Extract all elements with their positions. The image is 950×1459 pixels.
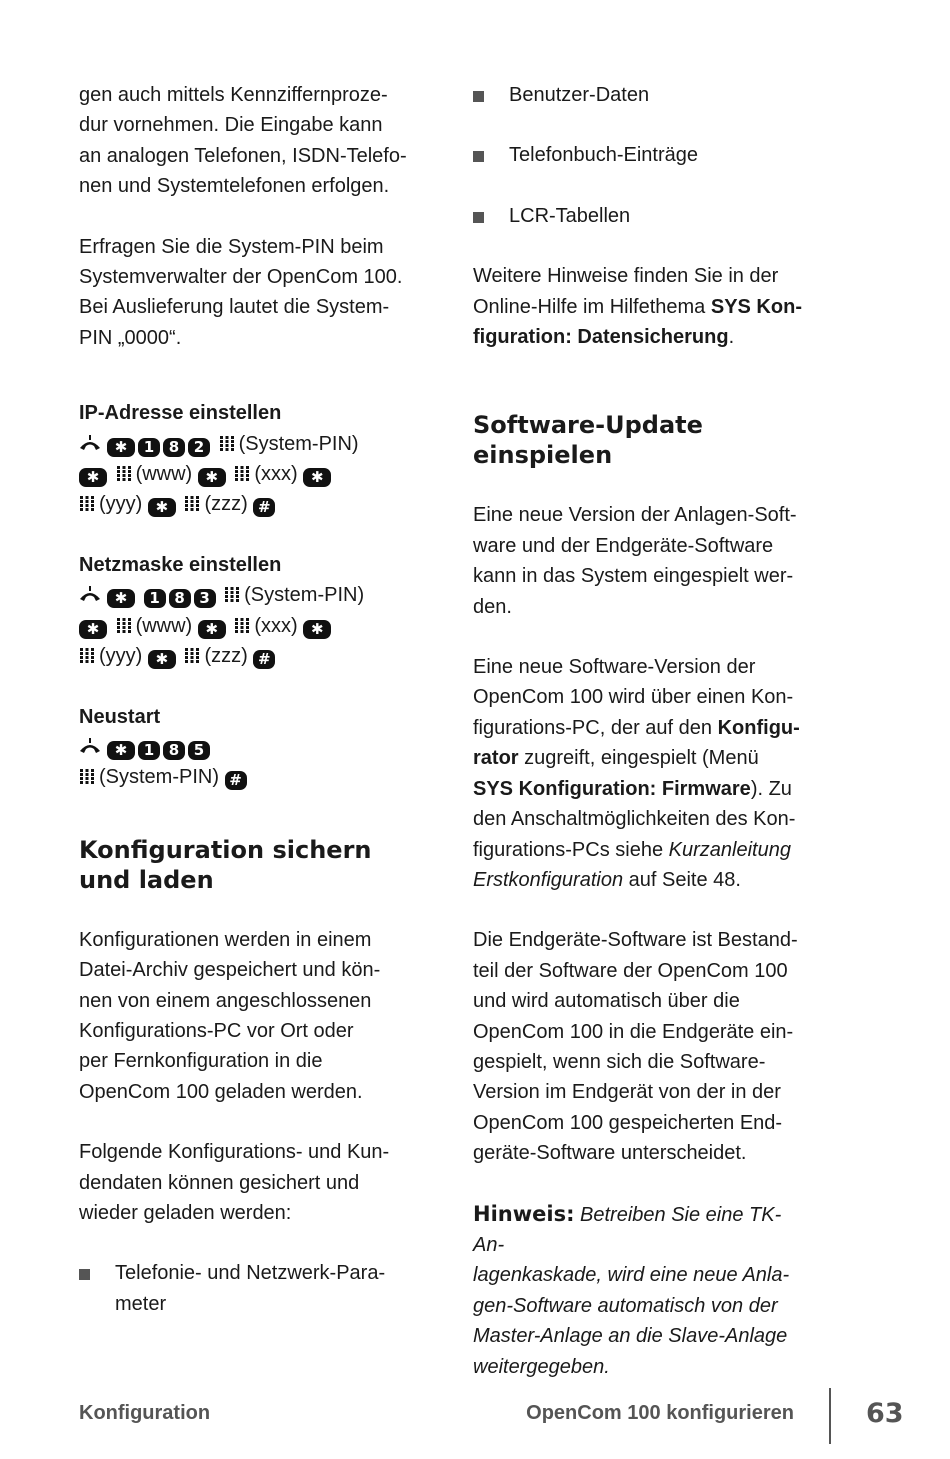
text-span: figurations-PC, der auf den: [473, 716, 718, 739]
text-line: Eine neue Version der Anlagen-Soft-: [473, 504, 797, 527]
keypad-icon: [224, 586, 240, 602]
title-line: einspielen: [473, 441, 613, 470]
digit-key: 3: [194, 589, 216, 608]
digit-key: 1: [144, 589, 166, 608]
keypad-icon: [219, 435, 235, 451]
text-line: dur vornehmen. Die Eingabe kann: [79, 114, 383, 137]
right-column: [473, 80, 808, 1412]
section-title-config-backup: [79, 835, 409, 895]
text-line: kann in das System eingespielt wer-: [473, 565, 794, 588]
list-item: [473, 201, 808, 231]
software-paragraph-2: [473, 652, 808, 895]
note-text: gen-Software automatisch von der: [473, 1294, 778, 1317]
star-key-icon: ✱: [303, 468, 331, 487]
restart-block: [79, 702, 409, 793]
bullet-square-icon: [473, 91, 484, 102]
note-paragraph: [473, 1199, 808, 1382]
text-line: OpenCom 100 gespeicherten End-: [473, 1111, 783, 1134]
text-line: Konfigurations-PC vor Ort oder: [79, 1019, 354, 1042]
digit-key: 8: [163, 741, 185, 760]
netmask-sequence-line-2: [79, 611, 409, 641]
document-reference: Kurzanleitung: [668, 838, 791, 861]
text-line: [473, 774, 808, 804]
text-line: [473, 835, 808, 865]
hash-key-icon: #: [253, 650, 275, 669]
xxx-text: (xxx): [254, 463, 298, 486]
keypad-icon: [184, 495, 200, 511]
bold-term: Konfigu-: [717, 716, 800, 739]
text-span: figurations-PCs siehe: [473, 838, 669, 861]
following-paragraph: [79, 1137, 409, 1228]
text-line: [473, 1321, 808, 1351]
list-item-text: Telefonbuch-Einträge: [509, 144, 699, 167]
system-pin-text: (System-PIN): [238, 432, 359, 455]
restart-sequence-line-1: [79, 732, 409, 762]
section-title-software-update: [473, 410, 808, 470]
software-paragraph-1: [473, 500, 808, 622]
text-line: und wird automatisch über die: [473, 990, 740, 1013]
text-line: [473, 713, 808, 743]
star-key-icon: ✱: [107, 438, 135, 457]
text-line: Erfragen Sie die System-PIN beim: [79, 235, 384, 258]
software-paragraph-3: [473, 925, 808, 1168]
text-span: .: [728, 326, 735, 349]
hint-paragraph: [473, 261, 808, 352]
star-key-icon: ✱: [198, 468, 226, 487]
page-number: 63: [866, 1398, 904, 1429]
text-line: Datei-Archiv gespeichert und kön-: [79, 959, 381, 982]
bullet-square-icon: [473, 151, 484, 162]
text-line: Bei Auslieferung lautet die System-: [79, 296, 390, 319]
pin-paragraph: [79, 232, 409, 354]
list-item: [473, 80, 808, 110]
text-line: Folgende Konfigurations- und Kun-: [79, 1141, 390, 1164]
text-line: ware und der Endgeräte-Software: [473, 534, 774, 557]
title-line: Software-Update: [473, 411, 703, 440]
ip-sequence-line-2: [79, 459, 409, 489]
text-line: teil der Software der OpenCom 100: [473, 959, 788, 982]
text-span: ). Zu: [750, 777, 792, 800]
title-line: und laden: [79, 865, 214, 894]
zzz-text: (zzz): [204, 645, 248, 668]
text-line: Systemverwalter der OpenCom 100.: [79, 266, 403, 289]
text-line: den.: [473, 595, 512, 618]
xxx-text: (xxx): [254, 614, 298, 637]
title-line: Konfiguration sichern: [79, 835, 372, 864]
digit-key: 5: [188, 741, 210, 760]
config-paragraph: [79, 925, 409, 1107]
bullet-square-icon: [79, 1269, 90, 1280]
yyy-text: (yyy): [99, 645, 143, 668]
footer-chapter: Konfiguration: [79, 1402, 211, 1424]
footer-section: OpenCom 100 konfigurieren: [526, 1402, 794, 1424]
text-line: Die Endgeräte-Software ist Bestand-: [473, 929, 798, 952]
text-line: wieder geladen werden:: [79, 1201, 292, 1224]
digit-key: 1: [138, 438, 160, 457]
star-key-icon: ✱: [303, 620, 331, 639]
text-line: an analogen Telefonen, ISDN-Telefo-: [79, 144, 407, 167]
ip-sequence-line-3: [79, 489, 409, 519]
star-key-icon: ✱: [79, 620, 107, 639]
ip-sequence-line-1: [79, 429, 409, 459]
hash-key-icon: #: [225, 771, 247, 790]
list-item: [473, 140, 808, 170]
keypad-icon: [116, 465, 132, 481]
text-line: [473, 1352, 808, 1382]
list-item-text: Benutzer-Daten: [509, 84, 650, 106]
keypad-icon: [116, 617, 132, 633]
text-line: per Fernkonfiguration in die: [79, 1050, 323, 1073]
list-item: [79, 1258, 409, 1319]
text-line: geräte-Software unterscheidet.: [473, 1142, 747, 1165]
star-key-icon: ✱: [148, 498, 176, 517]
star-key-icon: ✱: [79, 468, 107, 487]
note-text: weitergegeben.: [473, 1355, 610, 1378]
keypad-icon: [79, 768, 95, 784]
digit-key: 2: [188, 438, 210, 457]
note-label: Hinweis:: [473, 1201, 575, 1226]
system-pin-text: (System-PIN): [244, 584, 365, 607]
star-key-icon: ✱: [148, 650, 176, 669]
bold-term: rator: [473, 747, 519, 770]
keypad-icon: [234, 465, 250, 481]
text-line: OpenCom 100 geladen werden.: [79, 1080, 363, 1103]
keypad-icon: [234, 617, 250, 633]
handset-icon: [79, 738, 101, 754]
www-text: (www): [135, 614, 193, 637]
keypad-icon: [79, 647, 95, 663]
text-line: nen und Systemtelefonen erfolgen.: [79, 175, 390, 198]
text-line: [473, 1291, 808, 1321]
netmask-heading: Netzmaske einstellen: [79, 553, 282, 576]
left-column: [79, 80, 409, 1349]
zzz-text: (zzz): [204, 493, 248, 516]
note-text: lagenkaskade, wird eine neue Anla-: [473, 1264, 790, 1287]
system-pin-text: (System-PIN): [99, 766, 219, 789]
text-line: meter: [115, 1292, 167, 1315]
digit-key: 8: [163, 438, 185, 457]
restart-sequence-line-2: [79, 762, 409, 792]
keypad-icon: [184, 647, 200, 663]
netmask-sequence-line-3: [79, 641, 409, 671]
restart-heading: Neustart: [79, 705, 161, 728]
star-key-icon: ✱: [107, 741, 135, 760]
text-line: [473, 1260, 808, 1290]
star-key-icon: ✱: [107, 589, 135, 608]
intro-paragraph: [79, 80, 409, 202]
keypad-icon: [79, 495, 95, 511]
note-text: Betreiben Sie eine TK-An-: [473, 1203, 782, 1256]
text-line: Weitere Hinweise finden Sie in der: [473, 265, 779, 288]
star-key-icon: ✱: [198, 620, 226, 639]
text-line: PIN „0000“.: [79, 326, 182, 349]
bullet-square-icon: [473, 212, 484, 223]
digit-key: 8: [169, 589, 191, 608]
text-line: den Anschaltmöglichkeiten des Kon-: [473, 808, 796, 831]
text-span: Online-Hilfe im Hilfethema: [473, 295, 711, 318]
menu-reference: SYS Konfiguration: Firmware: [473, 777, 751, 800]
text-line: Telefonie- und Netzwerk-Para-: [115, 1262, 386, 1285]
www-text: (www): [135, 463, 193, 486]
text-line: Eine neue Software-Version der: [473, 656, 756, 679]
text-line: gespielt, wenn sich die Software-: [473, 1050, 766, 1073]
text-line: [473, 322, 808, 352]
text-line: [473, 743, 808, 773]
note-text: Master-Anlage an die Slave-Anlage: [473, 1325, 788, 1348]
hash-key-icon: #: [253, 498, 275, 517]
netmask-block: [79, 550, 409, 672]
yyy-text: (yyy): [99, 493, 143, 516]
text-line: Konfigurationen werden in einem: [79, 928, 372, 951]
netmask-sequence-line-1: [79, 580, 409, 610]
handset-icon: [79, 586, 101, 602]
text-line: dendaten können gesichert und: [79, 1171, 360, 1194]
help-topic-reference: figuration: Datensicherung: [473, 326, 729, 349]
text-line: gen auch mittels Kennziffernproze-: [79, 84, 388, 106]
ip-address-heading: IP-Adresse einstellen: [79, 402, 282, 425]
list-item-text: LCR-Tabellen: [509, 204, 631, 227]
text-line: OpenCom 100 in die Endgeräte ein-: [473, 1020, 794, 1043]
text-line: OpenCom 100 wird über einen Kon-: [473, 686, 794, 709]
footer-divider: [829, 1388, 831, 1444]
text-line: [473, 1199, 808, 1261]
document-reference: Erstkonfiguration: [473, 868, 624, 891]
text-line: Version im Endgerät von der in der: [473, 1081, 781, 1104]
text-line: nen von einem angeschlossenen: [79, 989, 372, 1012]
text-line: [473, 865, 808, 895]
handset-icon: [79, 435, 101, 451]
help-topic-reference: SYS Kon-: [710, 295, 802, 318]
text-line: [473, 292, 808, 322]
text-span: auf Seite 48.: [623, 868, 741, 891]
digit-key: 1: [138, 741, 160, 760]
text-span: zugreift, eingespielt (Menü: [518, 747, 759, 770]
ip-address-block: [79, 398, 409, 520]
